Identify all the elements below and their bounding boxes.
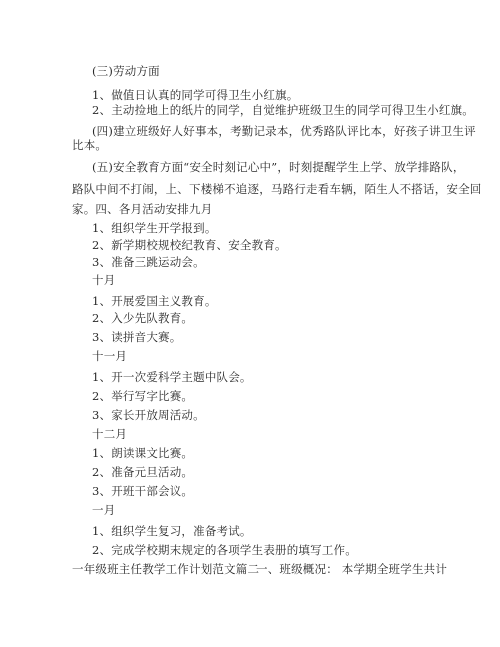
paragraph-line: (五)安全教育方面“安全时刻记心中”，时刻提醒学生上学、放学排路队， xyxy=(92,160,465,174)
list-item: 2、举行写字比赛。 xyxy=(92,389,194,403)
list-item: 1、组织学生开学报到。 xyxy=(92,221,217,235)
month-heading: 十一月 xyxy=(92,349,128,363)
list-item: 3、读拼音大赛。 xyxy=(92,330,182,344)
section-heading-labor: (三)劳动方面 xyxy=(92,64,160,78)
list-item: 2、完成学校期末规定的各项学生表册的填写工作。 xyxy=(92,543,357,557)
paragraph-line: 比本。 xyxy=(72,138,108,152)
paragraph-line: 一、班级概况： 本学期全班学生共计 xyxy=(256,562,448,576)
list-item: 1、组织学生复习，准备考试。 xyxy=(92,524,252,538)
list-item: 3、家长开放周活动。 xyxy=(92,408,205,422)
list-item: 1、开展爱国主义教育。 xyxy=(92,294,217,308)
month-heading: 十月 xyxy=(92,273,116,287)
list-item: 1、朗读课文比赛。 xyxy=(92,446,194,460)
paragraph-line: 路队中间不打闹，上、下楼梯不追逐，马路行走看车辆，陌生人不搭话，安全回 xyxy=(72,182,482,196)
paragraph-line: 家。四、各月活动安排九月 xyxy=(72,202,213,216)
list-item: 2、入少先队教育。 xyxy=(92,311,194,325)
list-item: 2、准备元旦活动。 xyxy=(92,465,194,479)
paragraph-line: (四)建立班级好人好事本，考勤记录本，优秀路队评比本，好孩子讲卫生评 xyxy=(92,124,476,138)
list-item: 3、开班干部会议。 xyxy=(92,484,194,498)
month-heading: 十二月 xyxy=(92,427,128,441)
list-item: 2、新学期校规校纪教育、安全教育。 xyxy=(92,238,287,252)
list-item: 1、开一次爱科学主题中队会。 xyxy=(92,370,252,384)
list-item: 2、主动捡地上的纸片的同学，自觉维护班级卫生的同学可得卫生小红旗。 xyxy=(92,103,474,117)
article-title: 一年级班主任教学工作计划范文篇二 xyxy=(72,562,260,576)
month-heading: 一月 xyxy=(92,503,116,517)
list-item: 3、准备三跳运动会。 xyxy=(92,255,205,269)
list-item: 1、做值日认真的同学可得卫生小红旗。 xyxy=(92,88,299,102)
